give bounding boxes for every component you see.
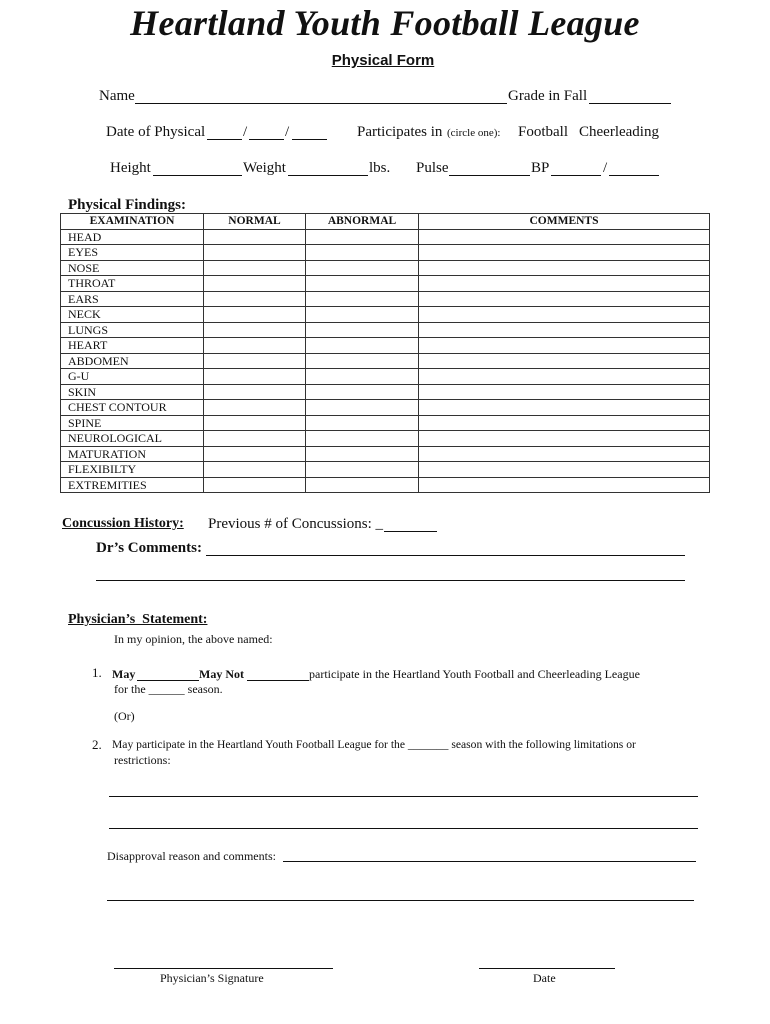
comments-cell[interactable] xyxy=(419,276,710,292)
abnormal-cell[interactable] xyxy=(306,400,419,416)
comments-cell[interactable] xyxy=(419,322,710,338)
date-label: Date xyxy=(533,971,556,985)
height-field[interactable] xyxy=(153,175,242,176)
comments-cell[interactable] xyxy=(419,462,710,478)
exam-cell: SKIN xyxy=(61,384,204,400)
table-row xyxy=(61,462,710,478)
dr-comments-field[interactable] xyxy=(206,555,685,556)
name-field[interactable] xyxy=(135,103,507,104)
abnormal-cell[interactable] xyxy=(306,229,419,245)
bp-label: BP xyxy=(531,160,550,176)
abnormal-cell[interactable] xyxy=(306,384,419,400)
exam-cell: ABDOMEN xyxy=(61,353,204,369)
item-1-season: for the ______ season. xyxy=(114,682,223,696)
col-comments: COMMENTS xyxy=(419,214,710,230)
normal-cell[interactable] xyxy=(204,338,306,354)
item-2-restrictions: restrictions: xyxy=(114,753,171,767)
circle-one-note: (circle one): xyxy=(447,127,501,139)
may-field[interactable] xyxy=(137,680,199,681)
abnormal-cell[interactable] xyxy=(306,369,419,385)
abnormal-cell[interactable] xyxy=(306,276,419,292)
date-day-field[interactable] xyxy=(249,139,284,140)
grade-field[interactable] xyxy=(589,103,671,104)
exam-cell: HEART xyxy=(61,338,204,354)
previous-concussions-field[interactable] xyxy=(384,531,437,532)
disapproval-label: Disapproval reason and comments: xyxy=(107,849,276,863)
dr-comments-label: Dr’s Comments: xyxy=(96,540,202,556)
table-row xyxy=(61,291,710,307)
physical-findings-table xyxy=(60,213,710,493)
physician-statement-heading: Physician’s Statement: xyxy=(68,612,208,627)
table-row xyxy=(61,322,710,338)
item-2-number: 2. xyxy=(92,737,102,752)
abnormal-cell[interactable] xyxy=(306,322,419,338)
previous-concussions-label: Previous # of Concussions: _ xyxy=(208,516,384,532)
comments-cell[interactable] xyxy=(419,400,710,416)
normal-cell[interactable] xyxy=(204,322,306,338)
grade-label: Grade in Fall xyxy=(508,88,588,104)
item-2-text: May participate in the Heartland Youth Football League for the _______ season with the following limitations or xyxy=(112,738,636,751)
exam-cell: CHEST CONTOUR xyxy=(61,400,204,416)
may-label: May xyxy=(112,667,136,681)
date-of-physical-label: Date of Physical xyxy=(106,124,206,140)
statement-intro: In my opinion, the above named: xyxy=(114,632,273,646)
table-row xyxy=(61,369,710,385)
exam-cell: EARS xyxy=(61,291,204,307)
normal-cell[interactable] xyxy=(204,415,306,431)
bp-separator: / xyxy=(603,160,608,176)
weight-field[interactable] xyxy=(288,175,368,176)
pulse-label: Pulse xyxy=(416,160,449,176)
normal-cell[interactable] xyxy=(204,229,306,245)
normal-cell[interactable] xyxy=(204,400,306,416)
comments-cell[interactable] xyxy=(419,338,710,354)
date-year-field[interactable] xyxy=(292,139,327,140)
comments-cell[interactable] xyxy=(419,229,710,245)
col-normal: NORMAL xyxy=(204,214,306,230)
table-row xyxy=(61,307,710,323)
col-examination: EXAMINATION xyxy=(61,214,204,230)
exam-cell: SPINE xyxy=(61,415,204,431)
may-not-label: May Not xyxy=(199,667,244,681)
table-row xyxy=(61,446,710,462)
exam-cell: LUNGS xyxy=(61,322,204,338)
table-row xyxy=(61,415,710,431)
signature-field[interactable] xyxy=(114,968,333,969)
exam-cell: FLEXIBILTY xyxy=(61,462,204,478)
weight-label: Weight xyxy=(243,160,286,176)
col-abnormal: ABNORMAL xyxy=(306,214,419,230)
table-row xyxy=(61,229,710,245)
exam-cell: EXTREMITIES xyxy=(61,477,204,493)
comments-cell[interactable] xyxy=(419,384,710,400)
abnormal-cell[interactable] xyxy=(306,462,419,478)
date-separator: / xyxy=(285,124,290,140)
pulse-field[interactable] xyxy=(449,175,530,176)
normal-cell[interactable] xyxy=(204,307,306,323)
normal-cell[interactable] xyxy=(204,245,306,261)
bp-diastolic-field[interactable] xyxy=(609,175,659,176)
option-cheerleading[interactable]: Cheerleading xyxy=(579,124,659,140)
name-label: Name xyxy=(99,88,135,104)
exam-cell: THROAT xyxy=(61,276,204,292)
comments-cell[interactable] xyxy=(419,291,710,307)
abnormal-cell[interactable] xyxy=(306,245,419,261)
normal-cell[interactable] xyxy=(204,477,306,493)
table-row xyxy=(61,477,710,493)
table-header-row xyxy=(61,214,710,230)
participates-label: Participates in xyxy=(357,124,443,140)
exam-cell: G-U xyxy=(61,369,204,385)
abnormal-cell[interactable] xyxy=(306,338,419,354)
may-not-field[interactable] xyxy=(247,680,309,681)
table-row xyxy=(61,260,710,276)
date-month-field[interactable] xyxy=(207,139,242,140)
comments-cell[interactable] xyxy=(419,245,710,261)
comments-cell[interactable] xyxy=(419,369,710,385)
comments-cell[interactable] xyxy=(419,353,710,369)
abnormal-cell[interactable] xyxy=(306,446,419,462)
dr-comments-field-line2[interactable] xyxy=(96,580,685,581)
abnormal-cell[interactable] xyxy=(306,415,419,431)
normal-cell[interactable] xyxy=(204,291,306,307)
comments-cell[interactable] xyxy=(419,431,710,447)
exam-cell: NECK xyxy=(61,307,204,323)
concussion-history-heading: Concussion History: xyxy=(62,516,184,531)
restrictions-field-line1[interactable] xyxy=(109,796,698,797)
exam-cell: NOSE xyxy=(61,260,204,276)
table-row xyxy=(61,338,710,354)
table-row xyxy=(61,353,710,369)
exam-cell: MATURATION xyxy=(61,446,204,462)
normal-cell[interactable] xyxy=(204,462,306,478)
exam-cell: EYES xyxy=(61,245,204,261)
normal-cell[interactable] xyxy=(204,276,306,292)
item-1-number: 1. xyxy=(92,665,102,680)
normal-cell[interactable] xyxy=(204,446,306,462)
comments-cell[interactable] xyxy=(419,446,710,462)
abnormal-cell[interactable] xyxy=(306,353,419,369)
bp-systolic-field[interactable] xyxy=(551,175,601,176)
disapproval-field-line2[interactable] xyxy=(107,900,694,901)
normal-cell[interactable] xyxy=(204,369,306,385)
option-football[interactable]: Football xyxy=(518,124,569,140)
comments-cell[interactable] xyxy=(419,307,710,323)
abnormal-cell[interactable] xyxy=(306,431,419,447)
form-subtitle: Physical Form xyxy=(331,52,435,69)
normal-cell[interactable] xyxy=(204,260,306,276)
date-separator: / xyxy=(243,124,248,140)
comments-cell[interactable] xyxy=(419,260,710,276)
table-row xyxy=(61,400,710,416)
or-label: (Or) xyxy=(114,709,135,723)
lbs-label: lbs. xyxy=(369,160,391,176)
abnormal-cell[interactable] xyxy=(306,260,419,276)
table-row xyxy=(61,245,710,261)
table-row xyxy=(61,431,710,447)
normal-cell[interactable] xyxy=(204,384,306,400)
comments-cell[interactable] xyxy=(419,415,710,431)
normal-cell[interactable] xyxy=(204,353,306,369)
signature-label: Physician’s Signature xyxy=(160,971,264,985)
comments-cell[interactable] xyxy=(419,477,710,493)
table-row xyxy=(61,276,710,292)
disapproval-field[interactable] xyxy=(283,861,696,862)
table-row xyxy=(61,384,710,400)
item-1-text: participate in the Heartland Youth Football and Cheerleading League xyxy=(309,667,640,681)
height-label: Height xyxy=(110,160,151,176)
form-title: Heartland Youth Football League xyxy=(130,3,640,43)
date-field[interactable] xyxy=(479,968,615,969)
exam-cell: HEAD xyxy=(61,229,204,245)
abnormal-cell[interactable] xyxy=(306,291,419,307)
physical-findings-heading: Physical Findings: xyxy=(68,197,186,213)
exam-cell: NEUROLOGICAL xyxy=(61,431,204,447)
abnormal-cell[interactable] xyxy=(306,477,419,493)
normal-cell[interactable] xyxy=(204,431,306,447)
restrictions-field-line2[interactable] xyxy=(109,828,698,829)
abnormal-cell[interactable] xyxy=(306,307,419,323)
